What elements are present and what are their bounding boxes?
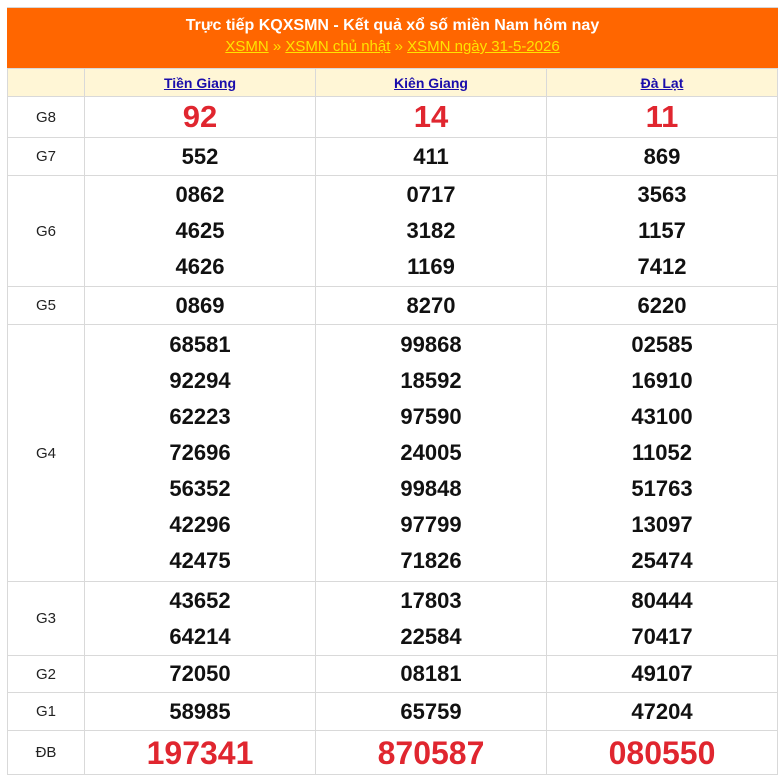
result-number: 99848: [400, 476, 462, 501]
result-number: 197341: [146, 734, 254, 771]
prize-label: G4: [8, 325, 85, 582]
result-number: 42296: [169, 512, 231, 537]
header-corner-cell: [8, 69, 85, 97]
result-cell: [316, 693, 547, 731]
result-number: 1169: [407, 254, 455, 279]
result-cell: [547, 582, 778, 656]
results-header: [7, 8, 778, 68]
result-cell: [85, 138, 316, 176]
breadcrumb-link-xsmn-date[interactable]: XSMN ngày 31-5-2026: [407, 38, 560, 55]
result-number: 08181: [400, 661, 462, 686]
prize-row: [8, 582, 778, 656]
prize-row: [8, 731, 778, 775]
result-cell: [547, 731, 778, 775]
result-cell: [547, 287, 778, 325]
result-cell: [547, 693, 778, 731]
province-header: [547, 69, 778, 97]
result-number: 65759: [400, 698, 462, 724]
prize-label: G8: [8, 97, 85, 138]
result-number: 7412: [637, 254, 687, 279]
result-cell: [85, 325, 316, 582]
result-number: 552: [181, 143, 219, 169]
results-table: [7, 68, 778, 775]
result-cell: [547, 325, 778, 582]
result-cell: [85, 656, 316, 693]
result-cell: [547, 176, 778, 287]
result-cell: [316, 176, 547, 287]
prize-label: G6: [8, 176, 85, 287]
result-number: 3563: [637, 182, 687, 207]
result-number: 92294: [169, 368, 231, 393]
result-cell: [85, 693, 316, 731]
result-number: 4626: [175, 254, 225, 279]
prize-label: G7: [8, 138, 85, 176]
result-cell: [316, 325, 547, 582]
result-number: 72696: [169, 440, 231, 465]
prize-row: [8, 176, 778, 287]
province-link-da-lat[interactable]: Đà Lạt: [640, 74, 684, 91]
result-number: 71826: [400, 548, 462, 573]
result-number: 22584: [400, 623, 462, 649]
results-frame: [7, 7, 778, 778]
prize-label: G3: [8, 582, 85, 656]
result-number: 47204: [631, 698, 693, 724]
result-number: 43652: [169, 587, 231, 613]
breadcrumb-separator: »: [272, 38, 282, 55]
result-number: 62223: [169, 404, 231, 429]
result-number: 4625: [175, 218, 225, 243]
result-number: 0869: [175, 292, 225, 318]
result-number: 8270: [406, 292, 456, 318]
breadcrumb: [7, 37, 778, 57]
result-cell: [316, 582, 547, 656]
result-cell: [316, 731, 547, 775]
result-number: 870587: [377, 734, 485, 771]
result-number: 92: [182, 99, 218, 134]
result-number: 68581: [169, 332, 231, 357]
result-cell: [316, 97, 547, 138]
result-number: 6220: [637, 292, 687, 318]
prize-row: [8, 325, 778, 582]
prize-label: ĐB: [8, 731, 85, 775]
result-number: 1157: [638, 218, 686, 243]
result-cell: [547, 97, 778, 138]
province-header: [85, 69, 316, 97]
result-number: 24005: [400, 440, 462, 465]
result-number: 97590: [400, 404, 462, 429]
result-cell: [547, 138, 778, 176]
result-number: 16910: [631, 368, 693, 393]
result-cell: [316, 138, 547, 176]
result-cell: [85, 731, 316, 775]
result-number: 17803: [400, 587, 462, 613]
result-cell: [85, 97, 316, 138]
breadcrumb-separator: »: [394, 38, 403, 55]
result-number: 869: [643, 143, 681, 169]
result-number: 80444: [631, 587, 693, 613]
province-header: [316, 69, 547, 97]
prize-row: [8, 97, 778, 138]
result-number: 42475: [169, 548, 231, 573]
result-number: 02585: [631, 332, 693, 357]
prize-row: [8, 138, 778, 176]
prize-row: [8, 693, 778, 731]
breadcrumb-link-xsmn-sunday[interactable]: XSMN chủ nhật: [285, 38, 391, 55]
page-title: Trực tiếp KQXSMN - Kết quả xổ số miền Nam hôm nay: [185, 17, 600, 34]
result-cell: [85, 582, 316, 656]
result-number: 72050: [169, 661, 231, 686]
prize-row: [8, 287, 778, 325]
result-number: 58985: [169, 698, 231, 724]
result-number: 49107: [631, 661, 693, 686]
result-number: 18592: [400, 368, 462, 393]
result-number: 25474: [631, 548, 693, 573]
result-number: 080550: [608, 734, 716, 771]
province-link-tien-giang[interactable]: Tiền Giang: [163, 74, 237, 91]
prize-label: G5: [8, 287, 85, 325]
result-number: 11052: [632, 440, 692, 465]
breadcrumb-link-xsmn[interactable]: XSMN: [225, 38, 269, 55]
result-cell: [316, 656, 547, 693]
result-number: 64214: [169, 623, 231, 649]
result-cell: [316, 287, 547, 325]
result-number: 14: [413, 99, 449, 134]
result-number: 97799: [400, 512, 462, 537]
result-cell: [547, 656, 778, 693]
result-number: 51763: [631, 476, 693, 501]
result-number: 13097: [631, 512, 693, 537]
result-number: 411: [413, 143, 449, 169]
result-number: 70417: [631, 623, 693, 649]
prize-label: G1: [8, 693, 85, 731]
result-number: 3182: [406, 218, 456, 243]
result-cell: [85, 176, 316, 287]
province-link-kien-giang[interactable]: Kiên Giang: [394, 74, 468, 91]
result-cell: [85, 287, 316, 325]
prize-label: G2: [8, 656, 85, 693]
result-number: 11: [645, 99, 679, 134]
prize-row: [8, 656, 778, 693]
result-number: 56352: [169, 476, 231, 501]
province-header-row: [8, 69, 778, 97]
result-number: 43100: [631, 404, 693, 429]
result-number: 0862: [175, 182, 225, 207]
result-number: 99868: [400, 332, 462, 357]
result-number: 0717: [406, 182, 456, 207]
